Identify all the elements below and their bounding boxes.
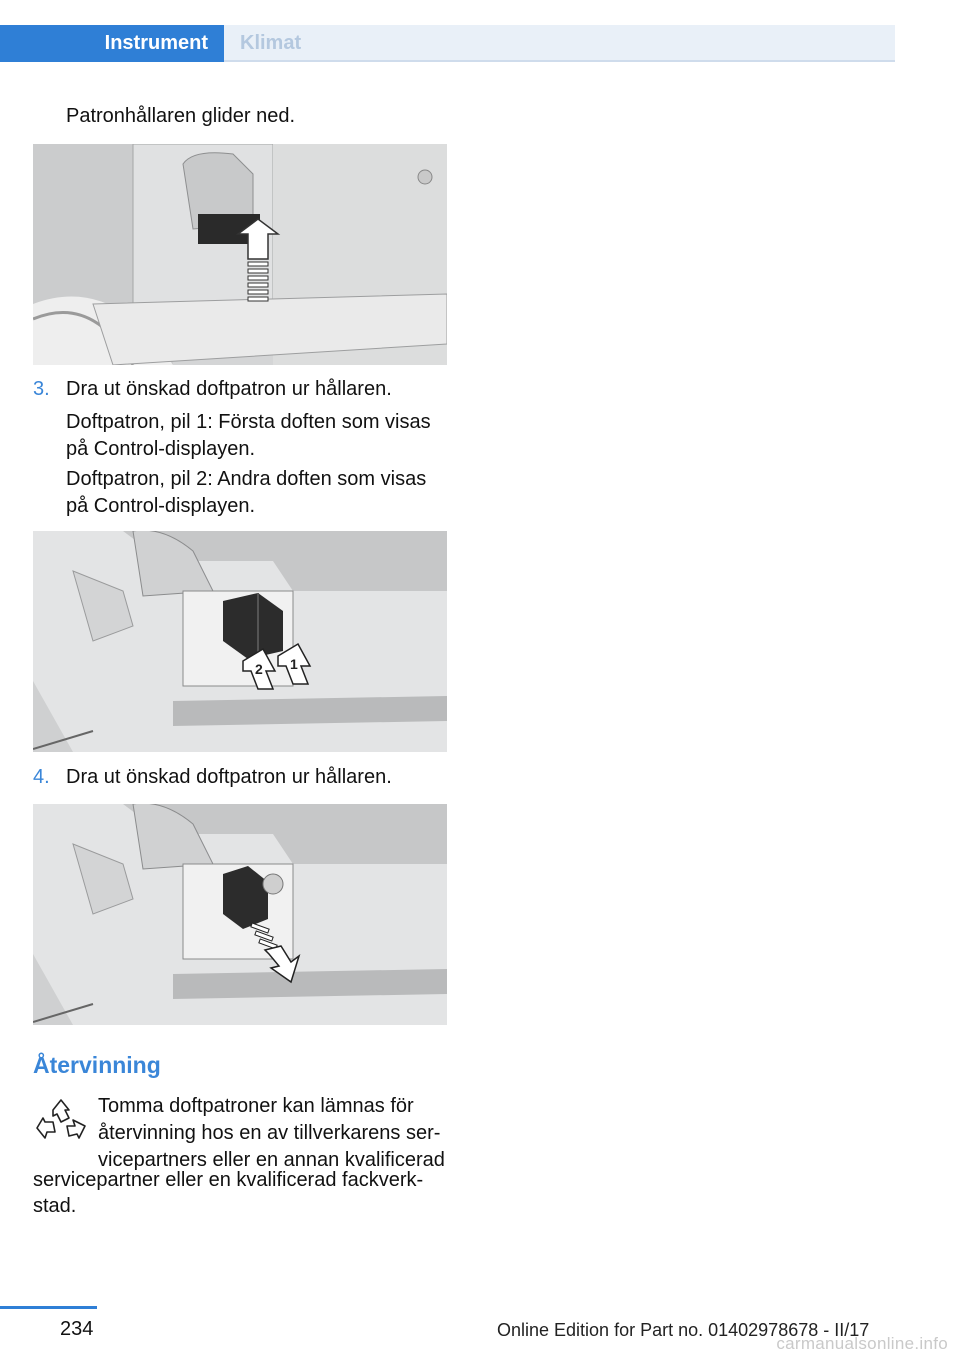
recycling-text-line1: Tomma doftpatroner kan lämnas för [98,1095,414,1117]
step-number-4: 4. [33,766,50,788]
step-3-text: Dra ut önskad doftpatron ur hållaren. [66,378,392,400]
watermark: carmanualsonline.info [776,1334,948,1353]
recycling-text-line5: stad. [33,1195,77,1217]
svg-text:2: 2 [255,661,263,677]
step-number-3: 3. [33,378,50,400]
step-3-note1-line1: Doftpatron, pil 1: Första doften som visas [66,411,431,433]
recycling-text-line2: återvinning hos en av tillverkarens ser‐ [98,1122,441,1144]
step-3-note2-line1: Doftpatron, pil 2: Andra doften som visas [66,468,427,490]
step-3-note1-line2: på Control-displayen. [66,438,255,460]
chapter-tab-bar [0,25,895,62]
tab-underline [224,60,895,62]
intro-text: Patronhållaren glider ned. [66,105,296,127]
page-number: 234 [60,1318,94,1340]
tab-klimat[interactable]: Klimat [224,25,895,62]
illustration-pull-out-cartridge [33,804,447,1025]
illustration-two-cartridges-arrows [33,531,447,752]
svg-text:1: 1 [290,656,298,672]
recycle-icon [33,1096,89,1152]
edition-text: Online Edition for Part no. 01402978678 - II/17 [497,1320,870,1340]
step-4-text: Dra ut önskad doftpatron ur hållaren. [66,766,392,788]
recycling-text-line3: vicepartners eller en annan kvalificerad [98,1149,445,1171]
step-3-note2-line2: på Control-displayen. [66,495,255,517]
recycling-text-line4: servicepartner eller en kvalificerad fackverk‐ [33,1169,424,1191]
illustration-cartridge-holder-slides-down [33,144,447,365]
tab-instrument[interactable]: Instrument [0,25,224,62]
footer-accent-line [0,1306,97,1309]
section-heading-recycling: Återvinning [33,1052,161,1078]
